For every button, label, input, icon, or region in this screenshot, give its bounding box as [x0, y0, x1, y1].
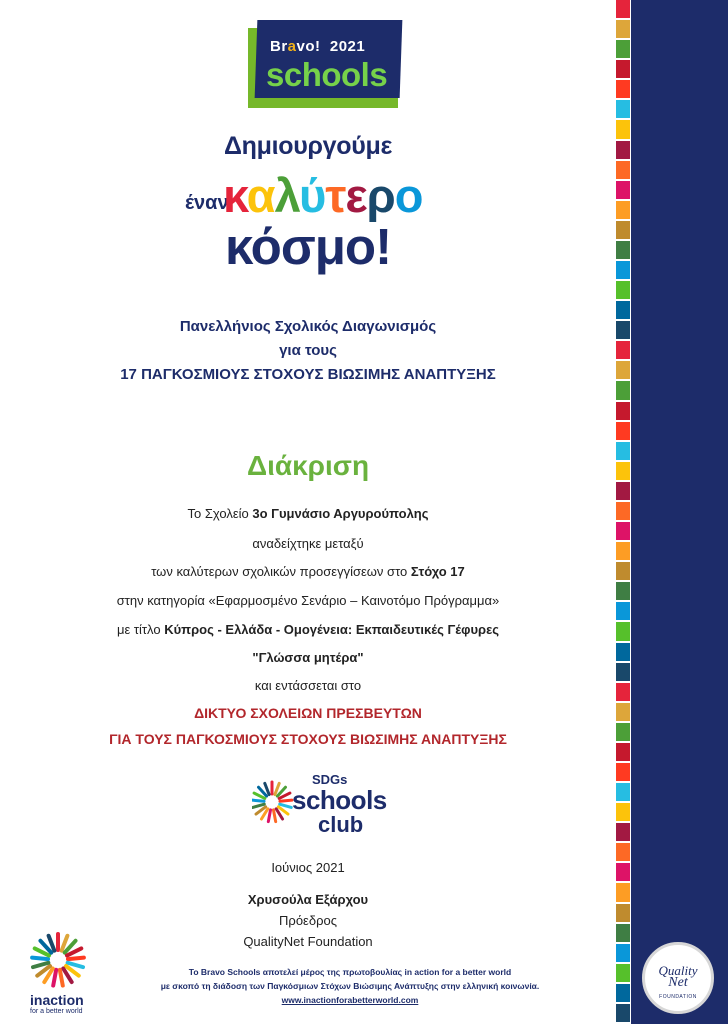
wheel-spoke	[33, 963, 48, 967]
wheel-spoke	[253, 804, 265, 807]
qn-foundation: FOUNDATION	[659, 994, 697, 1000]
body-line5	[0, 622, 616, 637]
signature-name: Χρυσούλα Εξάρχου	[247, 892, 369, 907]
kalytero-letter: κ	[223, 169, 247, 222]
sdg-strip-segment	[616, 241, 630, 261]
inaction-title: inaction	[30, 992, 84, 1008]
sdg-strip-segment	[616, 0, 630, 20]
headline-line3: κόσμο!	[224, 218, 392, 275]
sdg-strip-segment	[616, 904, 630, 924]
sdg-strip-segment	[616, 422, 630, 442]
wheel-spoke	[68, 958, 84, 959]
sdg-strip-segment	[616, 281, 630, 301]
project-title: Κύπρος - Ελλάδα - Ομογένεια: Εκπαιδευτικές Γέφυρες	[164, 622, 499, 637]
sdg-strip-segment	[616, 141, 630, 161]
sdg-strip-segment	[616, 1004, 630, 1024]
sdg-strip-segment	[616, 883, 630, 903]
kalytero-letter: τ	[325, 169, 346, 222]
sdg-strip-segment	[616, 723, 630, 743]
footer-link[interactable]: www.inactionforabetterworld.com	[281, 995, 419, 1005]
sdg-strip-segment	[616, 502, 630, 522]
sdg-strip-segment	[616, 361, 630, 381]
wheel-spoke	[268, 810, 270, 822]
navy-side-band	[631, 0, 728, 1024]
goal-number: Στόχο 17	[410, 564, 465, 579]
school-line	[0, 506, 616, 521]
sdg-strip-segment	[616, 602, 630, 622]
sdg-wheel-icon	[252, 774, 296, 830]
logo-text-a: a	[287, 38, 297, 55]
kalytero-letter: ο	[394, 169, 423, 222]
sdg-strip-segment	[616, 622, 630, 642]
wheel-spoke	[252, 800, 264, 801]
sdg-strip-segment	[616, 181, 630, 201]
body-line7: και εντάσσεται στο	[254, 678, 362, 693]
sdg-strip-segment	[616, 643, 630, 663]
sdg-strip-segment	[616, 843, 630, 863]
sdg-strip-segment	[616, 341, 630, 361]
kalytero-letter: ύ	[299, 169, 326, 222]
kalytero-letter: α	[246, 169, 275, 222]
sdg-strip-segment	[616, 100, 630, 120]
logo-schools-word: schools	[266, 56, 388, 93]
sdg-strip-segment	[616, 663, 630, 683]
wheel-spoke	[280, 804, 292, 807]
logo-text-vo: vo!	[296, 38, 321, 55]
network-line2: ΓΙΑ ΤΟΥΣ ΠΑΓΚΟΣΜΙΟΥΣ ΣΤΟΧΟΥΣ ΒΙΩΣΙΜΗΣ ΑΝΑΠΤΥΞΗΣ	[109, 731, 507, 747]
sdg-strip-segment	[616, 924, 630, 944]
sdg-strip-segment	[616, 783, 630, 803]
headline-enan: έναν	[185, 192, 229, 214]
sdg-strip-segment	[616, 562, 630, 582]
qn-quality: Quality	[658, 963, 698, 978]
sdg-strip-segment	[616, 442, 630, 462]
sdg-strip-segment	[616, 763, 630, 783]
sdg-strip-segment	[616, 964, 630, 984]
sdg-strip-segment	[616, 120, 630, 140]
qn-net: Net	[668, 975, 688, 990]
school-prefix: Το Σχολείο	[187, 506, 249, 521]
sdg-strip-segment	[616, 542, 630, 562]
sdg-strip-segment	[616, 803, 630, 823]
kalytero-letter: λ	[274, 169, 299, 222]
logo-text-br: Br	[270, 38, 288, 55]
sdg-strip-segment	[616, 703, 630, 723]
sdgs-schools-club-logo	[252, 770, 387, 842]
sdg-color-strip	[616, 0, 630, 1024]
inaction-subtitle: for a better world	[30, 1008, 83, 1015]
sdg-strip-segment	[616, 40, 630, 60]
wheel-spoke	[32, 958, 48, 959]
competition-line3: 17 ΠΑΓΚΟΣΜΙΟΥΣ ΣΤΟΧΟΥΣ ΒΙΩΣΙΜΗΣ ΑΝΑΠΤΥΞΗΣ	[120, 366, 496, 383]
kalytero-letter: ρ	[366, 169, 395, 222]
headline-line1: Δημιουργούμε	[223, 132, 393, 160]
sdg-strip-segment	[616, 321, 630, 341]
body-line3-prefix: των καλύτερων σχολικών προσεγγίσεων στο	[151, 564, 408, 579]
footer-line2: με σκοπό τη διάδοση των Παγκόσμιων Στόχων Βιώσιμης Ανάπτυξης στην ελληνική κοινωνία.	[160, 981, 540, 991]
wheel-spoke	[273, 810, 275, 822]
body-line2: αναδείχτηκε μεταξύ	[252, 536, 364, 551]
kalytero-letter: ε	[345, 169, 367, 222]
sdg-strip-segment	[616, 80, 630, 100]
signature-org: QualityNet Foundation	[243, 934, 373, 949]
sdg-strip-segment	[616, 161, 630, 181]
body-line3	[0, 564, 616, 579]
sdg-strip-segment	[616, 522, 630, 542]
bravo-schools-logo	[248, 20, 406, 108]
sdg-strip-segment	[616, 402, 630, 422]
sdg-strip-segment	[616, 582, 630, 602]
award-title: Διάκριση	[246, 450, 370, 481]
headline-kalytero	[223, 168, 422, 223]
competition-line2: για τους	[279, 342, 337, 359]
signature-role: Πρόεδρος	[279, 913, 337, 928]
club-club-text: club	[318, 812, 364, 837]
sdg-strip-segment	[616, 683, 630, 703]
network-line1: ΔΙΚΤΥΟ ΣΧΟΛΕΙΩΝ ΠΡΕΣΒΕΥΤΩΝ	[194, 705, 422, 721]
club-schools-text: schools	[292, 785, 387, 815]
sdg-strip-segment	[616, 221, 630, 241]
sdg-strip-segment	[616, 462, 630, 482]
inaction-logo	[26, 930, 106, 1020]
qualitynet-badge	[642, 942, 714, 1014]
sdg-strip-segment	[616, 20, 630, 40]
sdg-strip-segment	[616, 743, 630, 763]
project-subtitle: "Γλώσσα μητέρα"	[252, 650, 364, 665]
logo-bravo-year	[270, 38, 365, 55]
sdg-strip-segment	[616, 984, 630, 1004]
wheel-spoke	[280, 800, 292, 801]
sdg-strip-segment	[616, 60, 630, 80]
logo-year: 2021	[329, 38, 366, 55]
school-name: 3ο Γυμνάσιο Αργυρούπολης	[252, 506, 429, 521]
sdg-strip-segment	[616, 944, 630, 964]
sdg-strip-segment	[616, 381, 630, 401]
competition-line1: Πανελλήνιος Σχολικός Διαγωνισμός	[179, 318, 437, 335]
inaction-wheel-icon	[26, 930, 90, 990]
sdg-strip-segment	[616, 261, 630, 281]
wheel-spoke	[53, 970, 56, 986]
sdg-strip-segment	[616, 863, 630, 883]
club-sdgs-text: SDGs	[312, 772, 348, 787]
signature-date: Ιούνιος 2021	[271, 860, 345, 875]
wheel-spoke	[60, 970, 63, 986]
sdg-strip-segment	[616, 482, 630, 502]
body-line5-prefix: με τίτλο	[116, 622, 161, 637]
sdg-strip-segment	[616, 301, 630, 321]
body-line4: στην κατηγορία «Εφαρμοσμένο Σενάριο – Καινοτόμο Πρόγραμμα»	[116, 593, 500, 608]
sdg-strip-segment	[616, 201, 630, 221]
footer-line1: Το Bravo Schools αποτελεί μέρος της πρωτοβουλίας in action for a better world	[188, 967, 512, 977]
wheel-spoke	[68, 963, 83, 967]
sdg-strip-segment	[616, 823, 630, 843]
